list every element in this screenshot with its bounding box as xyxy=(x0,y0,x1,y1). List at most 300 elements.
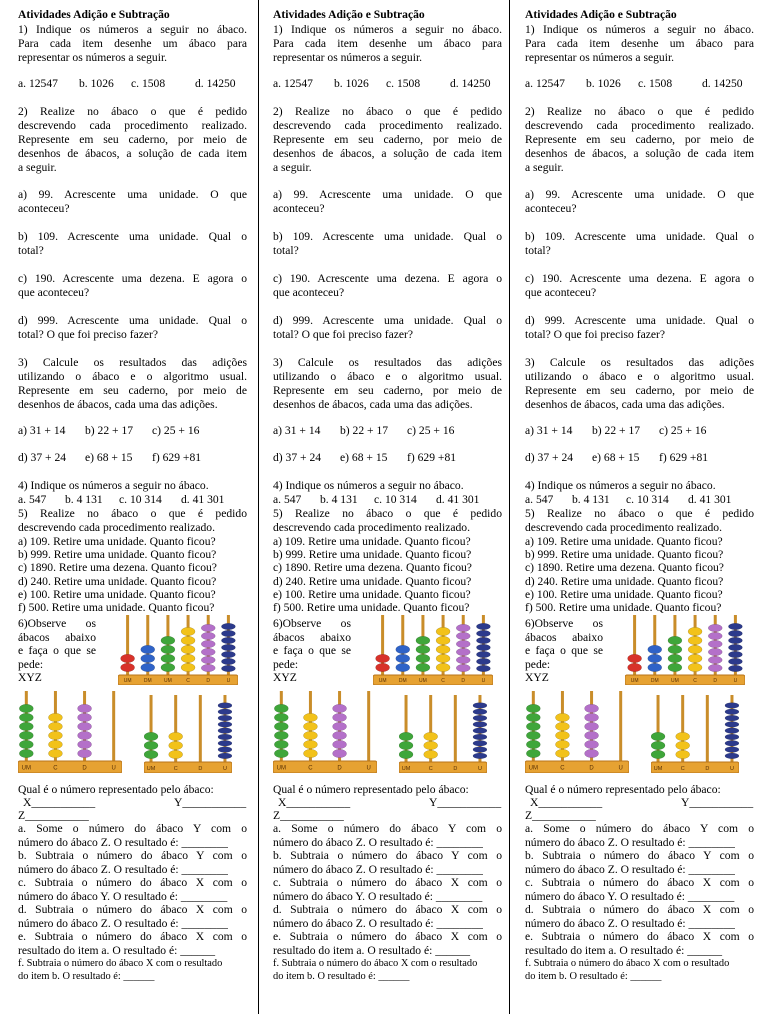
page-title: Atividades Adição e Subtração xyxy=(18,8,170,21)
question-6-text xyxy=(18,617,108,671)
abacus-bead xyxy=(585,704,599,712)
question-5-item: a) 109. Retire uma unidade. Quanto ficou? xyxy=(525,535,723,548)
abacus-bead xyxy=(725,734,739,740)
abacus-bead xyxy=(181,636,195,644)
abacus-bead xyxy=(555,740,569,748)
question-2-text: 2) Realize no ábaco o que é pedido xyxy=(525,105,754,118)
abacus-bead xyxy=(526,722,540,730)
worksheet-column xyxy=(18,0,250,1024)
abacus-bead xyxy=(48,731,62,739)
abacus-rod-label: U xyxy=(477,766,482,773)
abacus-bead xyxy=(725,747,739,753)
abacus-question: Qual é o número representado pelo ábaco: xyxy=(273,783,469,797)
abacus-rod-label: D xyxy=(337,765,342,772)
abacus-rod-label: UM xyxy=(21,765,31,772)
question-1-text: 1) Indique os números a seguir no ábaco. xyxy=(18,23,247,36)
abacus-base xyxy=(144,762,232,773)
abacus-bead xyxy=(728,658,742,664)
question-6-line: pede: xyxy=(18,657,44,671)
abacus-bead xyxy=(144,732,158,740)
abacus-base xyxy=(399,762,487,773)
question-3-text: utilizando o ábaco e o algoritmo usual. xyxy=(18,370,247,383)
exercise-item: c. Subtraia o número do ábaco X com o xyxy=(525,876,754,890)
abacus-bead xyxy=(221,644,235,650)
question-2-text: 2) Realize no ábaco o que é pedido xyxy=(18,105,247,118)
question-5-text: 5) Realize no ábaco o que é pedido xyxy=(525,507,754,520)
abacus-bead xyxy=(688,645,702,653)
question-5-item: f) 500. Retire uma unidade. Quanto ficou? xyxy=(273,601,470,614)
abacus-bead xyxy=(399,750,413,758)
abacus-bead xyxy=(628,663,642,671)
abacus-bead xyxy=(424,741,438,749)
question-6-line: 6)Observe os xyxy=(525,617,603,631)
abacus-bead xyxy=(416,663,430,671)
abacus-bead xyxy=(19,749,33,757)
abacus-bead xyxy=(48,749,62,757)
answer-y: Y___________ xyxy=(429,796,502,810)
abacus-bead xyxy=(424,750,438,758)
question-5-item: f) 500. Retire uma unidade. Quanto ficou? xyxy=(525,601,722,614)
q2-c-text: que aconteceu? xyxy=(18,286,90,299)
question-2-text: Represente em seu caderno, por meio de xyxy=(525,133,754,146)
abacus-bead xyxy=(141,663,155,671)
addition-item: d) 37 + 24 xyxy=(18,451,67,464)
abacus-bead xyxy=(141,645,155,653)
abacus-bead xyxy=(218,753,232,759)
question-3-text: 3) Calcule os resultados das adições xyxy=(18,356,247,369)
abacus-bead xyxy=(526,713,540,721)
question-1-item: a. 12547 xyxy=(18,77,58,90)
addition-item: a) 31 + 14 xyxy=(18,424,66,437)
abacus-bead xyxy=(19,731,33,739)
exercise-item: resultado do item a. O resultado é: ______ xyxy=(525,943,723,957)
question-1-text: Para cada item desenhe um ábaco para xyxy=(18,37,247,50)
abacus-bead xyxy=(728,651,742,657)
abacus-bead xyxy=(668,654,682,662)
abacus-rod xyxy=(112,691,115,761)
abacus-rod-label: U xyxy=(111,765,116,772)
abacus-z xyxy=(399,693,487,773)
q2-d-text: d) 999. Acrescente uma unidade. Qual o xyxy=(525,314,754,327)
abacus-bead xyxy=(78,731,92,739)
abacus-bead xyxy=(473,703,487,709)
abacus-bead xyxy=(19,722,33,730)
addition-item: c) 25 + 16 xyxy=(659,424,707,437)
abacus-y xyxy=(273,689,377,773)
abacus-bead xyxy=(333,731,347,739)
abacus-rod-label: C xyxy=(186,678,190,685)
abacus-bead xyxy=(436,636,450,644)
abacus-question: Qual é o número representado pelo ábaco: xyxy=(18,783,214,797)
abacus-base xyxy=(373,675,493,685)
addition-item: e) 68 + 15 xyxy=(85,451,133,464)
abacus-rod-label: C xyxy=(693,678,697,685)
abacus-bead xyxy=(688,627,702,635)
exercise-item: b. Subtraia o número do ábaco Y com o xyxy=(273,849,502,863)
abacus-bead xyxy=(218,722,232,728)
abacus-rod-label: D xyxy=(705,766,710,773)
abacus-z-graphic xyxy=(651,693,739,773)
abacus-bead xyxy=(456,664,470,671)
question-5-item: b) 999. Retire uma unidade. Quanto ficou? xyxy=(273,548,472,562)
abacus-bead xyxy=(303,749,317,757)
abacus-rod-label: UM xyxy=(123,678,132,685)
abacus-bead xyxy=(725,722,739,728)
question-3-text: Represente em seu caderno, por meio de xyxy=(273,384,502,397)
abacus-base xyxy=(118,675,238,685)
abacus-rod-label: UM xyxy=(630,678,639,685)
addition-item: d) 37 + 24 xyxy=(525,451,574,464)
abacus-bead xyxy=(169,732,183,740)
abacus-bead xyxy=(48,740,62,748)
question-5-item: d) 240. Retire uma unidade. Quanto ficou? xyxy=(525,574,724,588)
abacus-rod-label: D xyxy=(713,678,718,685)
question-6-text xyxy=(525,617,615,671)
abacus-bead xyxy=(396,645,410,653)
question-4-item: c. 10 314 xyxy=(119,493,162,506)
question-5-item: d) 240. Retire uma unidade. Quanto ficou? xyxy=(273,574,472,588)
q2-c-text: que aconteceu? xyxy=(525,286,597,299)
answer-z: Z___________ xyxy=(18,809,89,823)
q2-b-text: b) 109. Acrescente uma unidade. Qual o xyxy=(525,230,754,243)
abacus-bead xyxy=(48,713,62,721)
addition-item: b) 22 + 17 xyxy=(592,424,641,437)
q2-c-text: c) 190. Acrescente uma dezena. E agora o xyxy=(273,272,502,285)
question-3-text: utilizando o ábaco e o algoritmo usual. xyxy=(525,370,754,383)
abacus-rod-label: U xyxy=(222,766,227,773)
question-1-text: 1) Indique os números a seguir no ábaco. xyxy=(273,23,502,36)
question-5-item: c) 1890. Retire uma dezena. Quanto ficou? xyxy=(525,561,724,575)
abacus-bead xyxy=(708,648,722,655)
q2-a-text: aconteceu? xyxy=(273,202,325,215)
abacus-bead xyxy=(725,715,739,721)
question-2-text: a seguir. xyxy=(273,161,312,174)
xyz-label: XYZ xyxy=(525,671,549,685)
question-6-line: ábacos abaixo xyxy=(273,630,351,644)
abacus-rod-label: UM xyxy=(276,765,286,772)
abacus-bead xyxy=(473,734,487,740)
abacus-base xyxy=(18,761,122,773)
question-4-item: d. 41 301 xyxy=(688,493,732,506)
abacus-bead xyxy=(526,704,540,712)
q2-a-text: aconteceu? xyxy=(18,202,70,215)
abacus-base xyxy=(525,761,629,773)
question-1-text: Para cada item desenhe um ábaco para xyxy=(525,37,754,50)
abacus-rod xyxy=(367,691,370,761)
abacus-rod-label: D xyxy=(453,766,458,773)
column-divider xyxy=(509,0,510,1014)
q2-b-text: total? xyxy=(525,244,551,257)
q2-b-text: b) 109. Acrescente uma unidade. Qual o xyxy=(273,230,502,243)
question-6-line: e faça o que se xyxy=(18,644,96,658)
question-4-item: d. 41 301 xyxy=(436,493,480,506)
abacus-bead xyxy=(728,644,742,650)
abacus-bead xyxy=(303,740,317,748)
question-4-text: 4) Indique os números a seguir no ábaco. xyxy=(525,479,716,492)
abacus-bead xyxy=(725,728,739,734)
addition-item: d) 37 + 24 xyxy=(273,451,322,464)
abacus-bead xyxy=(555,722,569,730)
addition-item: f) 629 +81 xyxy=(152,451,202,464)
abacus-bead xyxy=(526,731,540,739)
abacus-bead xyxy=(555,713,569,721)
exercise-item: resultado do item a. O resultado é: ______ xyxy=(273,943,471,957)
abacus-rod-label: DM xyxy=(650,678,659,685)
abacus-bead xyxy=(201,648,215,655)
abacus-bead xyxy=(728,665,742,671)
abacus-base xyxy=(651,762,739,773)
abacus-rod-label: U xyxy=(366,765,371,772)
abacus-bead xyxy=(476,623,490,629)
addition-item: b) 22 + 17 xyxy=(85,424,134,437)
q2-a-text: aconteceu? xyxy=(525,202,577,215)
question-1-item: b. 1026 xyxy=(586,77,621,90)
question-1-item: a. 12547 xyxy=(273,77,313,90)
abacus-rod-label: U xyxy=(729,766,734,773)
exercise-item-f: do item b. O resultado é: ______ xyxy=(525,971,662,983)
exercise-item: número do ábaco Z. O resultado é: ________ xyxy=(273,862,483,876)
exercise-item: b. Subtraia o número do ábaco Y com o xyxy=(18,849,247,863)
abacus-rod-label: UM xyxy=(419,678,427,685)
q2-b-text: total? xyxy=(273,244,299,257)
abacus-bead xyxy=(121,654,135,662)
abacus-bead xyxy=(668,645,682,653)
page-title: Atividades Adição e Subtração xyxy=(273,8,425,21)
abacus-bead xyxy=(473,747,487,753)
abacus-bead xyxy=(424,732,438,740)
abacus-bead xyxy=(725,741,739,747)
abacus-bead xyxy=(161,645,175,653)
abacus-bead xyxy=(399,741,413,749)
question-4-item: b. 4 131 xyxy=(320,493,358,506)
question-3-text: Represente em seu caderno, por meio de xyxy=(18,384,247,397)
question-1-item: a. 12547 xyxy=(525,77,565,90)
abacus-bead xyxy=(376,654,390,662)
question-6-line: pede: xyxy=(273,657,299,671)
abacus-rod-label: C xyxy=(428,766,433,773)
exercise-item: número do ábaco Z. O resultado é: ________ xyxy=(525,916,735,930)
abacus-bead xyxy=(376,663,390,671)
question-3-text: desenhos de ábacos, cada uma das adições. xyxy=(525,398,725,411)
abacus-bead xyxy=(303,713,317,721)
question-2-text: desenhos de ábacos, a solução de cada item xyxy=(18,147,247,160)
abacus-rod-label: UM xyxy=(401,766,411,773)
abacus-bead xyxy=(473,741,487,747)
abacus-rod-label: DM xyxy=(143,678,152,685)
addition-item: c) 25 + 16 xyxy=(407,424,455,437)
abacus-bead xyxy=(161,663,175,671)
abacus-bead xyxy=(221,651,235,657)
q2-d-text: d) 999. Acrescente uma unidade. Qual o xyxy=(18,314,247,327)
abacus-bead xyxy=(218,747,232,753)
question-1-item: d. 14250 xyxy=(195,77,236,90)
addition-item: b) 22 + 17 xyxy=(340,424,389,437)
answer-x: X___________ xyxy=(278,796,351,810)
q2-b-text: total? xyxy=(18,244,44,257)
abacus-bead xyxy=(218,741,232,747)
q2-d-text: total? O que foi preciso fazer? xyxy=(525,328,666,341)
abacus-rod-label: U xyxy=(733,678,738,685)
question-5-item: a) 109. Retire uma unidade. Quanto ficou? xyxy=(273,535,471,548)
abacus-rod-label: DM xyxy=(398,678,407,685)
answer-y: Y___________ xyxy=(681,796,754,810)
abacus-bead xyxy=(585,713,599,721)
abacus-x xyxy=(373,613,493,685)
abacus-x-graphic xyxy=(118,613,238,685)
question-2-text: a seguir. xyxy=(525,161,564,174)
answer-z: Z___________ xyxy=(273,809,344,823)
question-5-text: descrevendo cada procedimento realizado. xyxy=(273,521,470,534)
abacus-bead xyxy=(78,722,92,730)
abacus-bead xyxy=(728,623,742,629)
abacus-base xyxy=(625,675,745,685)
question-5-item: e) 100. Retire uma unidade. Quanto ficou? xyxy=(273,587,471,601)
question-4-item: a. 547 xyxy=(273,493,302,506)
abacus-bead xyxy=(436,663,450,671)
question-2-text: desenhos de ábacos, a solução de cada item xyxy=(525,147,754,160)
question-1-item: b. 1026 xyxy=(334,77,369,90)
abacus-bead xyxy=(728,637,742,643)
abacus-rod xyxy=(199,695,202,762)
abacus-bead xyxy=(333,749,347,757)
exercise-item: e. Subtraia o número do ábaco X com o xyxy=(525,930,754,944)
abacus-bead xyxy=(456,648,470,655)
abacus-question: Qual é o número representado pelo ábaco: xyxy=(525,783,721,797)
question-5-item: f) 500. Retire uma unidade. Quanto ficou? xyxy=(18,601,215,614)
abacus-bead xyxy=(725,753,739,759)
abacus-bead xyxy=(169,750,183,758)
question-2-text: descrevendo cada procedimento realizado. xyxy=(525,119,754,132)
abacus-rod-label: UM xyxy=(528,765,538,772)
question-2-text: desenhos de ábacos, a solução de cada item xyxy=(273,147,502,160)
q2-c-text: que aconteceu? xyxy=(273,286,345,299)
question-3-text: desenhos de ábacos, cada uma das adições. xyxy=(18,398,218,411)
abacus-bead xyxy=(19,713,33,721)
abacus-bead xyxy=(473,728,487,734)
abacus-bead xyxy=(676,750,690,758)
abacus-bead xyxy=(688,636,702,644)
addition-item: c) 25 + 16 xyxy=(152,424,200,437)
question-4-item: c. 10 314 xyxy=(374,493,417,506)
abacus-bead xyxy=(48,722,62,730)
abacus-bead xyxy=(476,637,490,643)
abacus-bead xyxy=(416,636,430,644)
abacus-rod-label: C xyxy=(441,678,445,685)
abacus-bead xyxy=(708,664,722,671)
addition-item: a) 31 + 14 xyxy=(273,424,321,437)
abacus-bead xyxy=(585,740,599,748)
abacus-bead xyxy=(274,713,288,721)
question-5-item: c) 1890. Retire uma dezena. Quanto ficou? xyxy=(18,561,217,575)
q2-d-text: total? O que foi preciso fazer? xyxy=(273,328,414,341)
exercise-item: número do ábaco Z. O resultado é: ________ xyxy=(525,862,735,876)
abacus-bead xyxy=(218,703,232,709)
question-1-item: d. 14250 xyxy=(702,77,743,90)
abacus-rod-label: D xyxy=(461,678,466,685)
abacus-rod-label: UM xyxy=(653,766,663,773)
abacus-rod-label: C xyxy=(173,766,178,773)
question-5-text: descrevendo cada procedimento realizado. xyxy=(525,521,722,534)
exercise-item-f: f. Subtraia o número do ábaco X com o resultado xyxy=(18,958,223,970)
exercise-item: resultado do item a. O resultado é: ______ xyxy=(18,943,216,957)
abacus-bead xyxy=(651,750,665,758)
abacus-rod xyxy=(706,695,709,762)
question-4-item: a. 547 xyxy=(18,493,47,506)
abacus-bead xyxy=(221,665,235,671)
abacus-rod-label: C xyxy=(560,765,565,772)
abacus-base xyxy=(273,761,377,773)
abacus-bead xyxy=(218,715,232,721)
q2-c-text: c) 190. Acrescente uma dezena. E agora o xyxy=(18,272,247,285)
abacus-z-graphic xyxy=(399,693,487,773)
abacus-rod-label: U xyxy=(618,765,623,772)
addition-item: f) 629 +81 xyxy=(407,451,457,464)
abacus-bead xyxy=(201,640,215,647)
abacus-bead xyxy=(121,663,135,671)
question-6-line: ábacos abaixo xyxy=(18,630,96,644)
question-2-text: descrevendo cada procedimento realizado. xyxy=(18,119,247,132)
abacus-bead xyxy=(476,658,490,664)
question-1-item: d. 14250 xyxy=(450,77,491,90)
question-1-item: c. 1508 xyxy=(638,77,673,90)
exercise-item-f: do item b. O resultado é: ______ xyxy=(18,971,155,983)
abacus-bead xyxy=(333,740,347,748)
exercise-item: a. Some o número do ábaco Y com o xyxy=(273,822,502,836)
question-6-line: e faça o que se xyxy=(525,644,603,658)
question-4-item: a. 547 xyxy=(525,493,554,506)
question-5-item: a) 109. Retire uma unidade. Quanto ficou? xyxy=(18,535,216,548)
answer-y: Y___________ xyxy=(174,796,247,810)
abacus-y-graphic xyxy=(525,689,629,773)
abacus-bead xyxy=(78,713,92,721)
abacus-bead xyxy=(473,715,487,721)
abacus-bead xyxy=(274,704,288,712)
abacus-bead xyxy=(628,654,642,662)
abacus-bead xyxy=(221,637,235,643)
exercise-item: c. Subtraia o número do ábaco X com o xyxy=(18,876,247,890)
abacus-bead xyxy=(473,709,487,715)
abacus-bead xyxy=(274,731,288,739)
abacus-bead xyxy=(708,632,722,639)
question-6-text xyxy=(273,617,363,671)
abacus-z xyxy=(651,693,739,773)
answer-x: X___________ xyxy=(23,796,96,810)
abacus-bead xyxy=(218,734,232,740)
question-2-text: Represente em seu caderno, por meio de xyxy=(273,133,502,146)
abacus-bead xyxy=(169,741,183,749)
abacus-rod-label: D xyxy=(206,678,211,685)
exercise-item: b. Subtraia o número do ábaco Y com o xyxy=(525,849,754,863)
abacus-bead xyxy=(436,654,450,662)
question-3-text: desenhos de ábacos, cada uma das adições. xyxy=(273,398,473,411)
abacus-bead xyxy=(141,654,155,662)
question-4-item: b. 4 131 xyxy=(572,493,610,506)
abacus-bead xyxy=(676,741,690,749)
exercise-item-f: f. Subtraia o número do ábaco X com o resultado xyxy=(273,958,478,970)
abacus-bead xyxy=(181,654,195,662)
question-1-text: representar os números a seguir. xyxy=(273,51,423,64)
answer-x: X___________ xyxy=(530,796,603,810)
question-5-item: c) 1890. Retire uma dezena. Quanto ficou? xyxy=(273,561,472,575)
abacus-bead xyxy=(333,722,347,730)
abacus-bead xyxy=(181,663,195,671)
question-6-line: e faça o que se xyxy=(273,644,351,658)
abacus-bead xyxy=(201,632,215,639)
exercise-item: número do ábaco Z. O resultado é: ________ xyxy=(18,916,228,930)
abacus-bead xyxy=(526,749,540,757)
abacus-bead xyxy=(708,640,722,647)
abacus-bead xyxy=(201,664,215,671)
